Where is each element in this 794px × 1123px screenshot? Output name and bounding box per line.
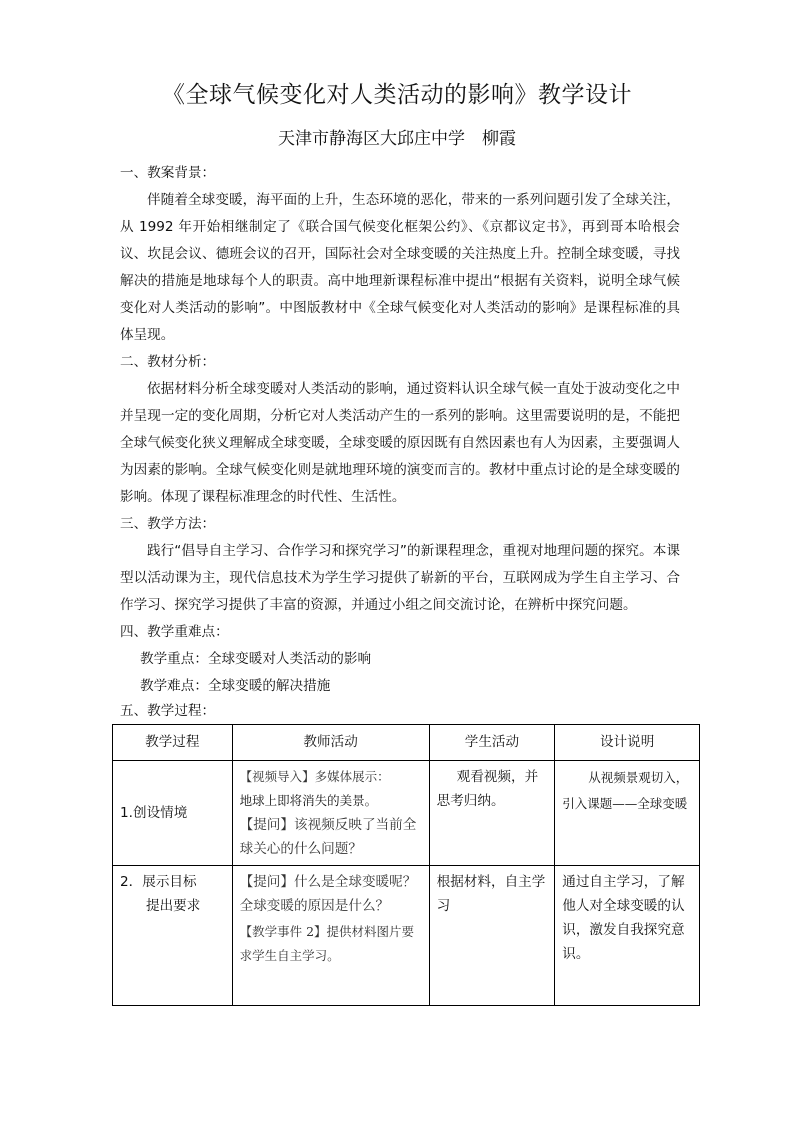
row2-teacher-line1: 【提问】什么是全球变暖呢？全球变暖的原因是什么？ <box>239 874 417 914</box>
row1-teacher <box>232 761 429 866</box>
header-student: 学生活动 <box>429 725 555 761</box>
row2-step-line2: 提出要求 <box>146 898 201 914</box>
document-body <box>120 160 689 1006</box>
row1-design: 从视频景观切入，引入课题——全球变暖 <box>555 761 700 866</box>
row1-teacher-line2: 地球上即将消失的美景。 <box>239 793 378 808</box>
difficult-point: 教学难点：全球变暖的解决措施 <box>140 678 331 694</box>
process-table <box>112 724 700 1006</box>
document-title: 《全球气候变化对人类活动的影响》教学设计 <box>162 82 632 108</box>
row2-teacher-line2: 【教学事件 2】提供材料图片要求学生自主学习。 <box>239 924 415 963</box>
row1-step: 1.创设情境 <box>113 761 233 866</box>
row2-teacher <box>232 866 429 1006</box>
row2-design: 通过自主学习，了解他人对全球变暖的认识，激发自我探究意识。 <box>555 866 700 1006</box>
section-heading-background: 一、教案背景： <box>120 165 216 181</box>
section-text-material: 依据材料分析全球变暖对人类活动的影响，通过资料认识全球气候一直处于波动变化之中并呈现一定的变化周期，分析它对人类活动产生的一系列的影响。这里需要说明的是，不能把全球气候变化狭义理解成全球变暖，全球变暖的原因既有自然因素也有人为因素，主要强调人为因素的影响。全球气候变化则是就地理环境的演变而言的。教材中重点讨论的是全球变暖的影响。体现了课程标准理念的时代性、生活性。 <box>120 381 680 505</box>
section-heading-method: 三、教学方法： <box>120 516 216 532</box>
section-heading-keypoints: 四、教学重难点： <box>120 624 229 640</box>
author-line: 天津市静海区大邱庄中学 柳霞 <box>278 129 516 149</box>
row1-teacher-line1: 【视频导入】多媒体展示： <box>239 769 390 784</box>
row1-student: 观看视频，并思考归纳。 <box>429 761 555 866</box>
row2-student: 根据材料，自主学习 <box>429 866 555 1006</box>
section-heading-process: 五、教学过程： <box>120 703 216 719</box>
row2-step <box>113 866 233 1006</box>
row2-step-line1: 2．展示目标 <box>120 874 197 890</box>
header-teacher: 教师活动 <box>232 725 429 761</box>
section-text-method: 践行“倡导自主学习、合作学习和探究学习”的新课程理念，重视对地理问题的探究。本课型以活动课为主，现代信息技术为学生学习提供了崭新的平台，互联网成为学生自主学习、合作学习、探究学习提供了丰富的资源，并通过小组之间交流讨论，在辨析中探究问题。 <box>120 543 680 613</box>
table-header-row <box>113 725 700 761</box>
header-step: 教学过程 <box>113 725 233 761</box>
table-row <box>113 761 700 866</box>
table-row <box>113 866 700 1006</box>
section-text-background: 伴随着全球变暖，海平面的上升，生态环境的恶化，带来的一系列问题引发了全球关注，从 1992 年开始相继制定了《联合国气候变化框架公约》、《京都议定书》，再到哥本哈根会议、坎昆会议、德班会议的召开，国际社会对全球变暖的关注热度上升。控制全球变暖，寻找解决的措施是地球每个人的职责。高中地理新课程标准中提出“根据有关资料，说明全球气候变化对人类活动的影响”。中图版教材中《全球气候变化对人类活动的影响》是课程标准的具体呈现。 <box>120 192 680 343</box>
row1-teacher-line3: 【提问】该视频反映了当前全球关心的什么问题？ <box>239 817 417 857</box>
key-point: 教学重点：全球变暖对人类活动的影响 <box>140 651 372 667</box>
header-design: 设计说明 <box>555 725 700 761</box>
section-heading-material: 二、教材分析： <box>120 354 216 370</box>
